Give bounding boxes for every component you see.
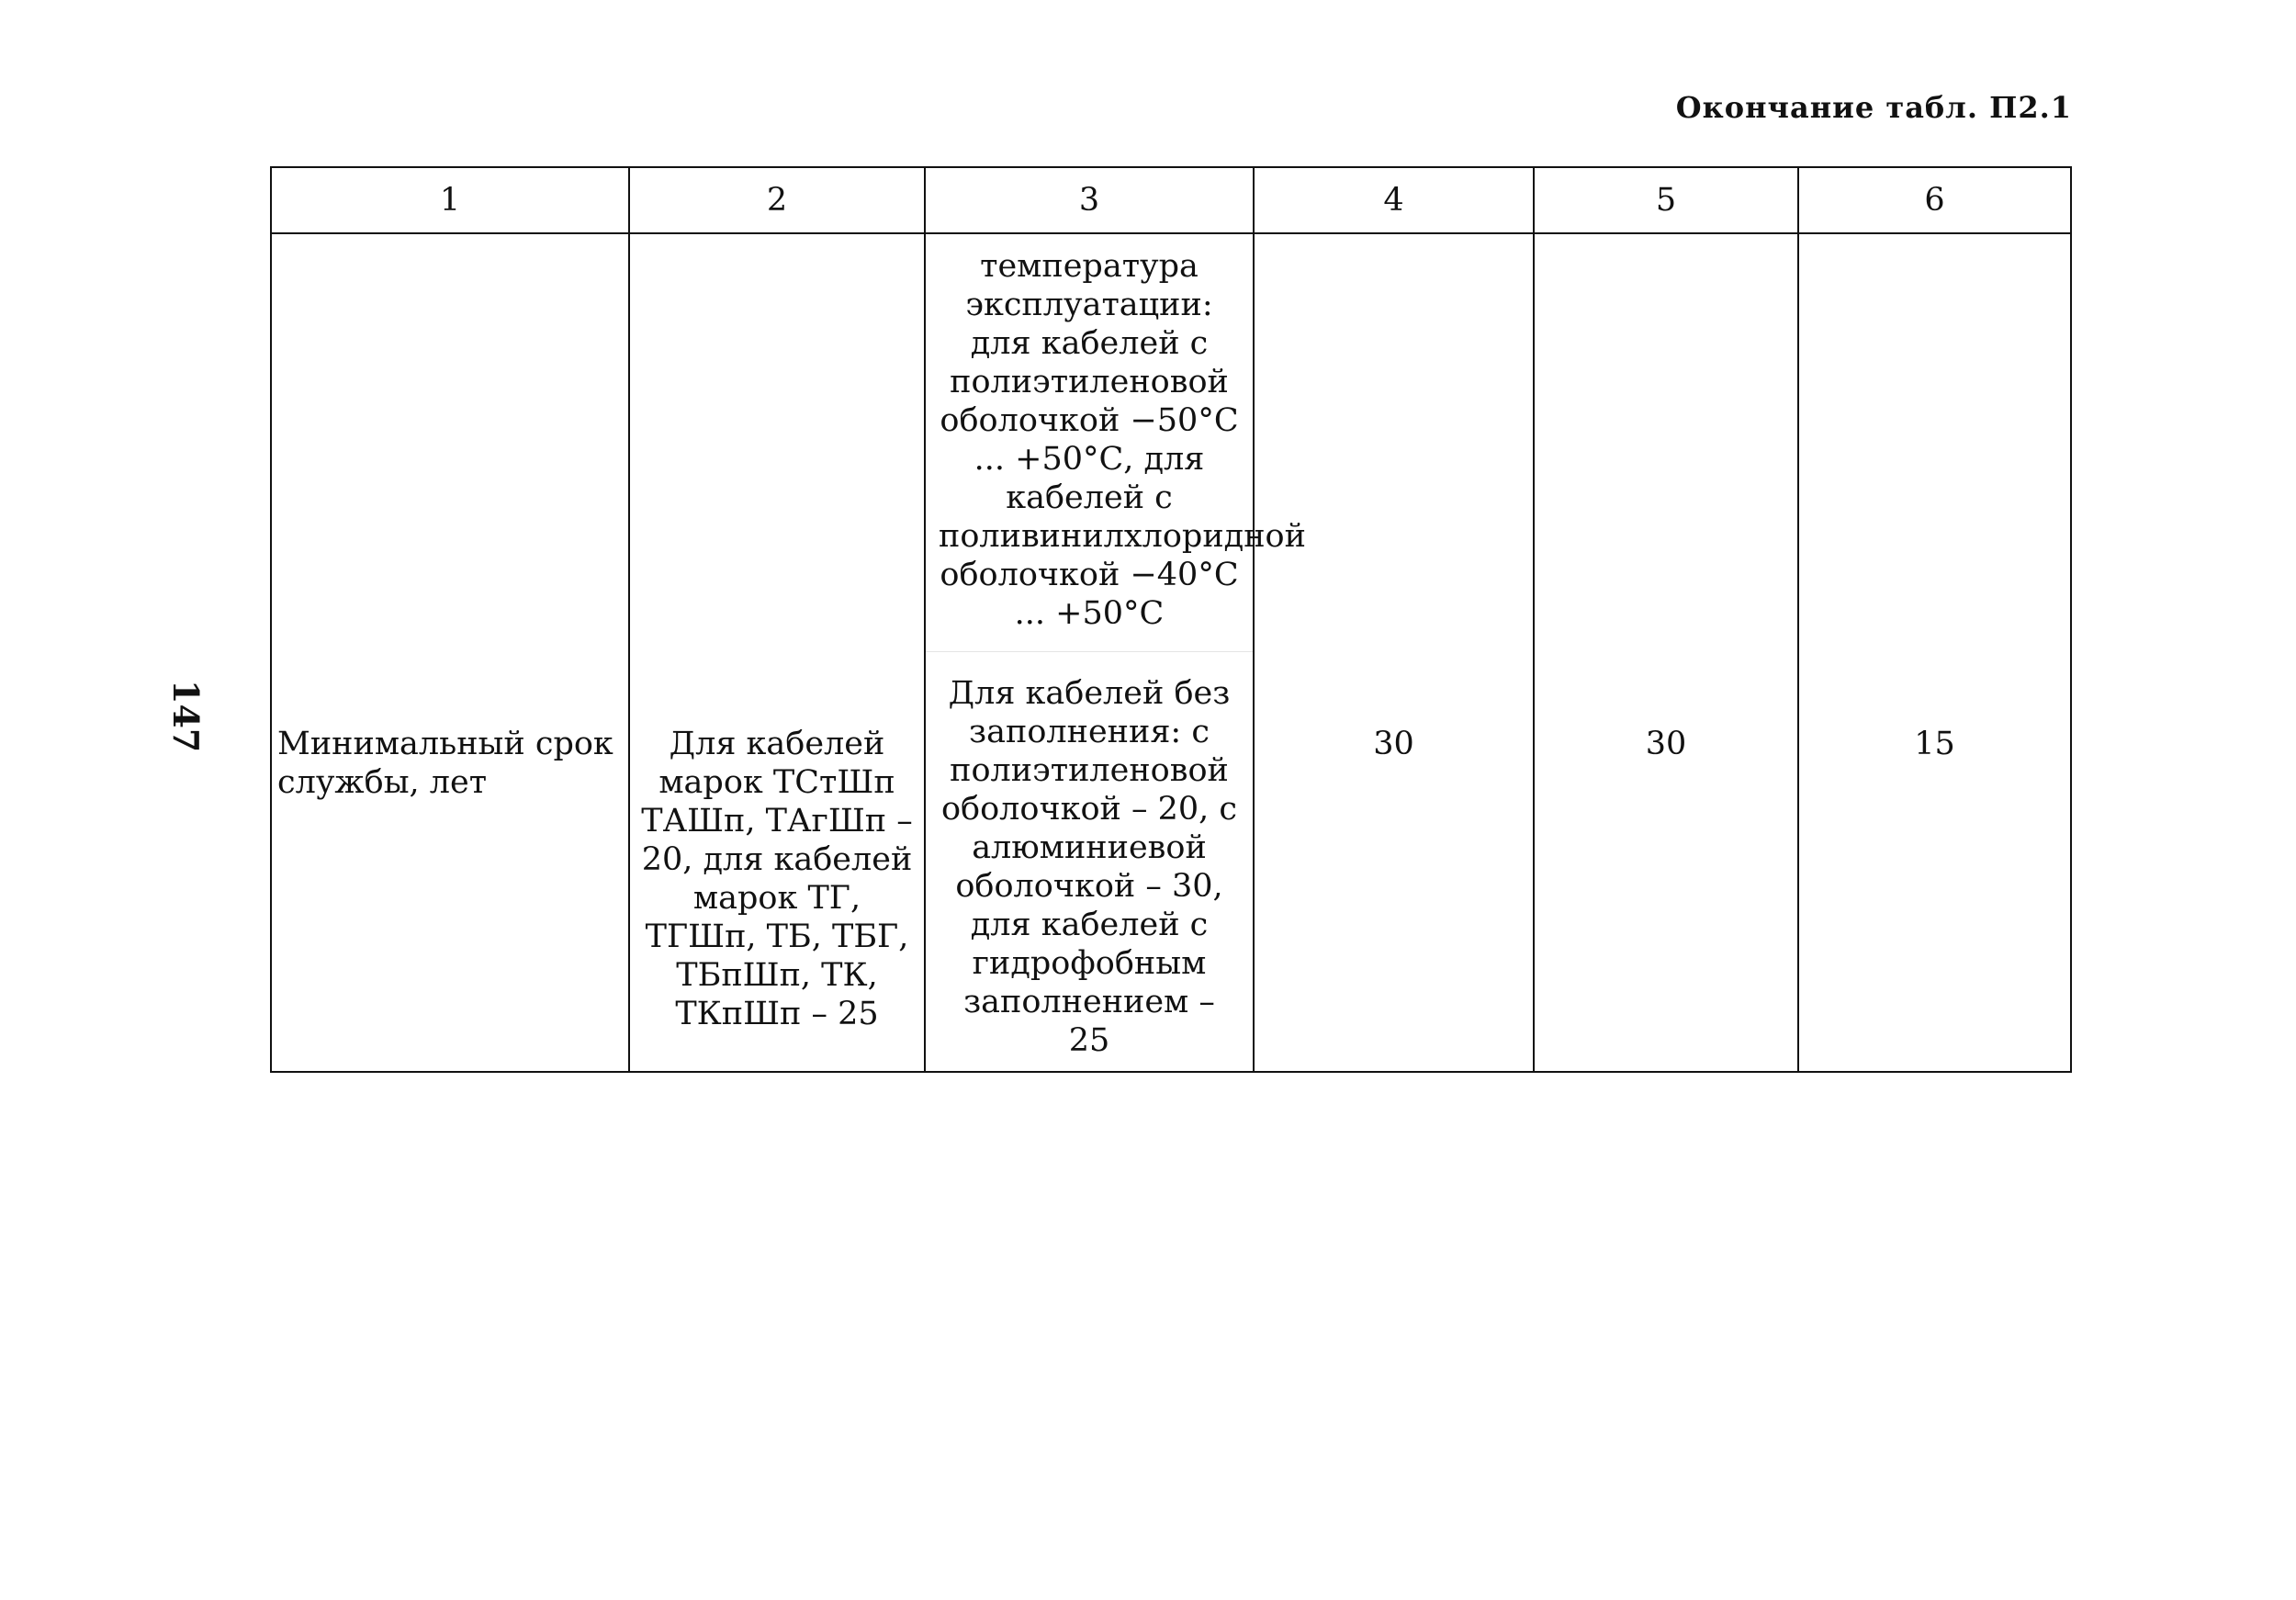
- header-cell-4: 4: [1254, 167, 1534, 233]
- cell-col3-service-life: Для кабелей без заполнения: с полиэтиленовой оболочкой – 20, с алюминиевой оболочкой – 30, для кабелей с гидрофобным заполнением – 25: [940, 675, 1238, 1059]
- header-cell-3: 3: [925, 167, 1254, 233]
- header-cell-5: 5: [1534, 167, 1798, 233]
- table-header-row: [271, 167, 2071, 233]
- data-table: [270, 166, 2072, 1073]
- cell-col3-temperature: температура эксплуатации: для кабелей с полиэтиленовой оболочкой −50°С ... +50°С, для кабелей с поливинилхлоридной оболочкой −40°С ... +50°С: [926, 234, 1253, 652]
- cell-col4: 30: [1254, 233, 1534, 1072]
- table-row: [271, 233, 2071, 1072]
- header-cell-1: 1: [271, 167, 629, 233]
- cell-col2: Для кабелей марок ТСтШп ТАШп, ТАгШп – 20, для кабелей марок ТГ, ТГШп, ТБ, ТБГ, ТБпШп, ТК, ТКпШп – 25: [629, 233, 925, 1072]
- header-cell-6: 6: [1798, 167, 2071, 233]
- header-cell-2: 2: [629, 167, 925, 233]
- page-number: 147: [165, 680, 207, 753]
- table-caption: Окончание табл. П2.1: [1675, 90, 2072, 125]
- cell-col6: 15: [1798, 233, 2071, 1072]
- cell-col5: 30: [1534, 233, 1798, 1072]
- parameter-cell: Минимальный срок службы, лет: [271, 233, 629, 1072]
- cell-col3: [925, 233, 1306, 1072]
